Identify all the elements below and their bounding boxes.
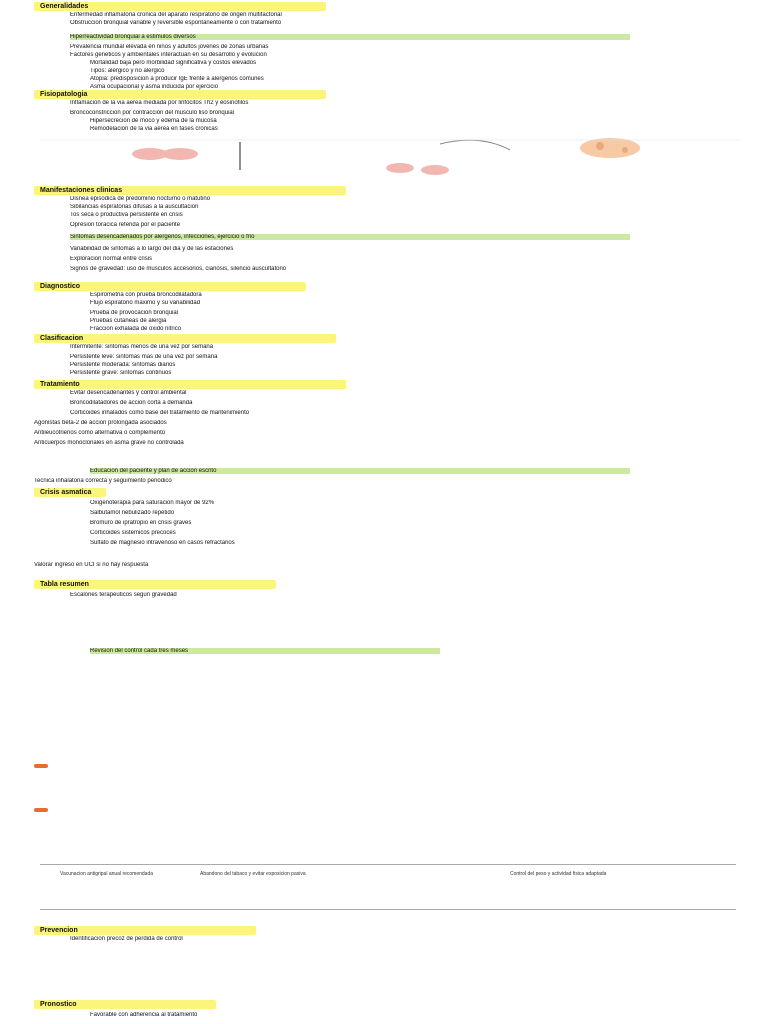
text-line: Tecnica inhalatoria correcta y seguimiento periodico [34, 478, 172, 484]
airway-figure [386, 140, 510, 175]
text-line: Inflamacion de la via aerea mediada por linfocitos Th2 y eosinofilos [70, 100, 249, 106]
text-line: Intermitente: sintomas menos de una vez por semana [70, 344, 214, 350]
text-line: Escalones terapeuticos segun gravedad [70, 592, 177, 598]
text-line: Fraccion exhalada de oxido nitrico [90, 326, 182, 332]
section-heading: Tabla resumen [34, 580, 276, 589]
summary-table [40, 864, 736, 910]
text-line: Signos de gravedad: uso de musculos accesorios, cianosis, silencio auscultatorio [70, 266, 287, 272]
text-line: Prevalencia mundial elevada en ninos y adultos jovenes de zonas urbanas [70, 44, 269, 50]
text-line: Obstruccion bronquial variable y reversible espontaneamente o con tratamiento [70, 20, 282, 26]
text-line: Educacion del paciente y plan de accion escrito [90, 468, 630, 474]
text-line: Bromuro de ipratropio en crisis graves [90, 520, 192, 526]
section-heading: Clasificacion [34, 334, 336, 343]
text-line: Antileucotrienos como alternativa o complemento [34, 430, 166, 436]
section-heading: Tratamiento [34, 380, 346, 389]
text-line: Opresion toracica referida por el paciente [70, 222, 181, 228]
text-line: Factores geneticos y ambientales interactuan en su desarrollo y evolucion [70, 52, 267, 58]
text-line: Atopia: predisposicion a producir IgE frente a alergenos comunes [90, 76, 264, 82]
text-line: Hipersecrecion de moco y edema de la mucosa [90, 118, 217, 124]
text-line: Agonistas beta-2 de accion prolongada asociados [34, 420, 167, 426]
text-line: Remodelacion de la via aerea en fases cronicas [90, 126, 218, 132]
table-cell: Vacunacion antigripal anual recomendada [60, 871, 154, 877]
text-line: Corticoides inhalados como base del tratamiento de mantenimiento [70, 410, 250, 416]
text-line: Corticoides sistemicos precoces [90, 530, 176, 536]
section-heading: Crisis asmatica [34, 488, 106, 497]
section-heading: Pronostico [34, 1000, 216, 1009]
section-heading: Diagnostico [34, 282, 306, 291]
text-line: Identificacion precoz de perdida de control [70, 936, 183, 942]
text-line: Revision del control cada tres meses [90, 648, 440, 654]
text-line: Evitar desencadenantes y control ambiental [70, 390, 187, 396]
text-line: Disnea episodica de predominio nocturno o matutino [70, 196, 211, 202]
text-line: Enfermedad inflamatoria cronica del aparato respiratorio de origen multifactorial [70, 12, 282, 18]
text-line: Flujo espiratorio maximo y su variabilidad [90, 300, 201, 306]
text-line: Salbutamol nebulizado repetido [90, 510, 175, 516]
table-cell: Control del peso y actividad fisica adaptada [510, 871, 607, 877]
text-line: Valorar ingreso en UCI si no hay respuesta [34, 562, 149, 568]
text-line: Espirometria con prueba broncodilatadora [90, 292, 202, 298]
text-line: Hiperreactividad bronquial a estimulos diversos [70, 34, 630, 40]
lungs-figure [132, 142, 240, 170]
text-line: Persistente moderada: sintomas diarios [70, 362, 176, 368]
arrow-icon [34, 808, 48, 812]
text-line: Broncodilatadores de accion corta a demanda [70, 400, 193, 406]
text-line: Tipos: alergico y no alergico [90, 68, 165, 74]
text-line: Asma ocupacional y asma inducida por ejercicio [90, 84, 219, 90]
text-line: Prueba de provocacion bronquial [90, 310, 179, 316]
text-line: Sibilancias espiratorias difusas a la auscultacion [70, 204, 199, 210]
text-line: Pruebas cutaneas de alergia [90, 318, 167, 324]
section-heading: Manifestaciones clinicas [34, 186, 346, 195]
text-line: Mortalidad baja pero morbilidad significativa y costos elevados [90, 60, 257, 66]
cells-figure [580, 138, 640, 158]
text-line: Tos seca o productiva persistente en crisis [70, 212, 183, 218]
text-line: Oxigenoterapia para saturacion mayor de 92% [90, 500, 215, 506]
pathophysiology-diagram [40, 134, 740, 184]
table-cell: Abandono del tabaco y evitar exposicion pasiva [200, 871, 306, 877]
text-line: Sulfato de magnesio intravenoso en casos refractarios [90, 540, 235, 546]
section-heading: Fisiopatologia [34, 90, 326, 99]
text-line: Persistente grave: sintomas continuos [70, 370, 172, 376]
text-line: Sintomas desencadenados por alergenos, infecciones, ejercicio o frio [70, 234, 630, 240]
text-line: Broncoconstriccion por contraccion del musculo liso bronquial [70, 110, 235, 116]
section-heading: Generalidades [34, 2, 326, 11]
arrow-icon [34, 764, 48, 768]
text-line: Exploracion normal entre crisis [70, 256, 153, 262]
text-line: Favorable con adherencia al tratamiento [90, 1012, 198, 1018]
text-line: Anticuerpos monoclonales en asma grave no controlada [34, 440, 184, 446]
text-line: Variabilidad de sintomas a lo largo del dia y de las estaciones [70, 246, 234, 252]
text-line: Persistente leve: sintomas mas de una vez por semana [70, 354, 218, 360]
section-heading: Prevencion [34, 926, 256, 935]
